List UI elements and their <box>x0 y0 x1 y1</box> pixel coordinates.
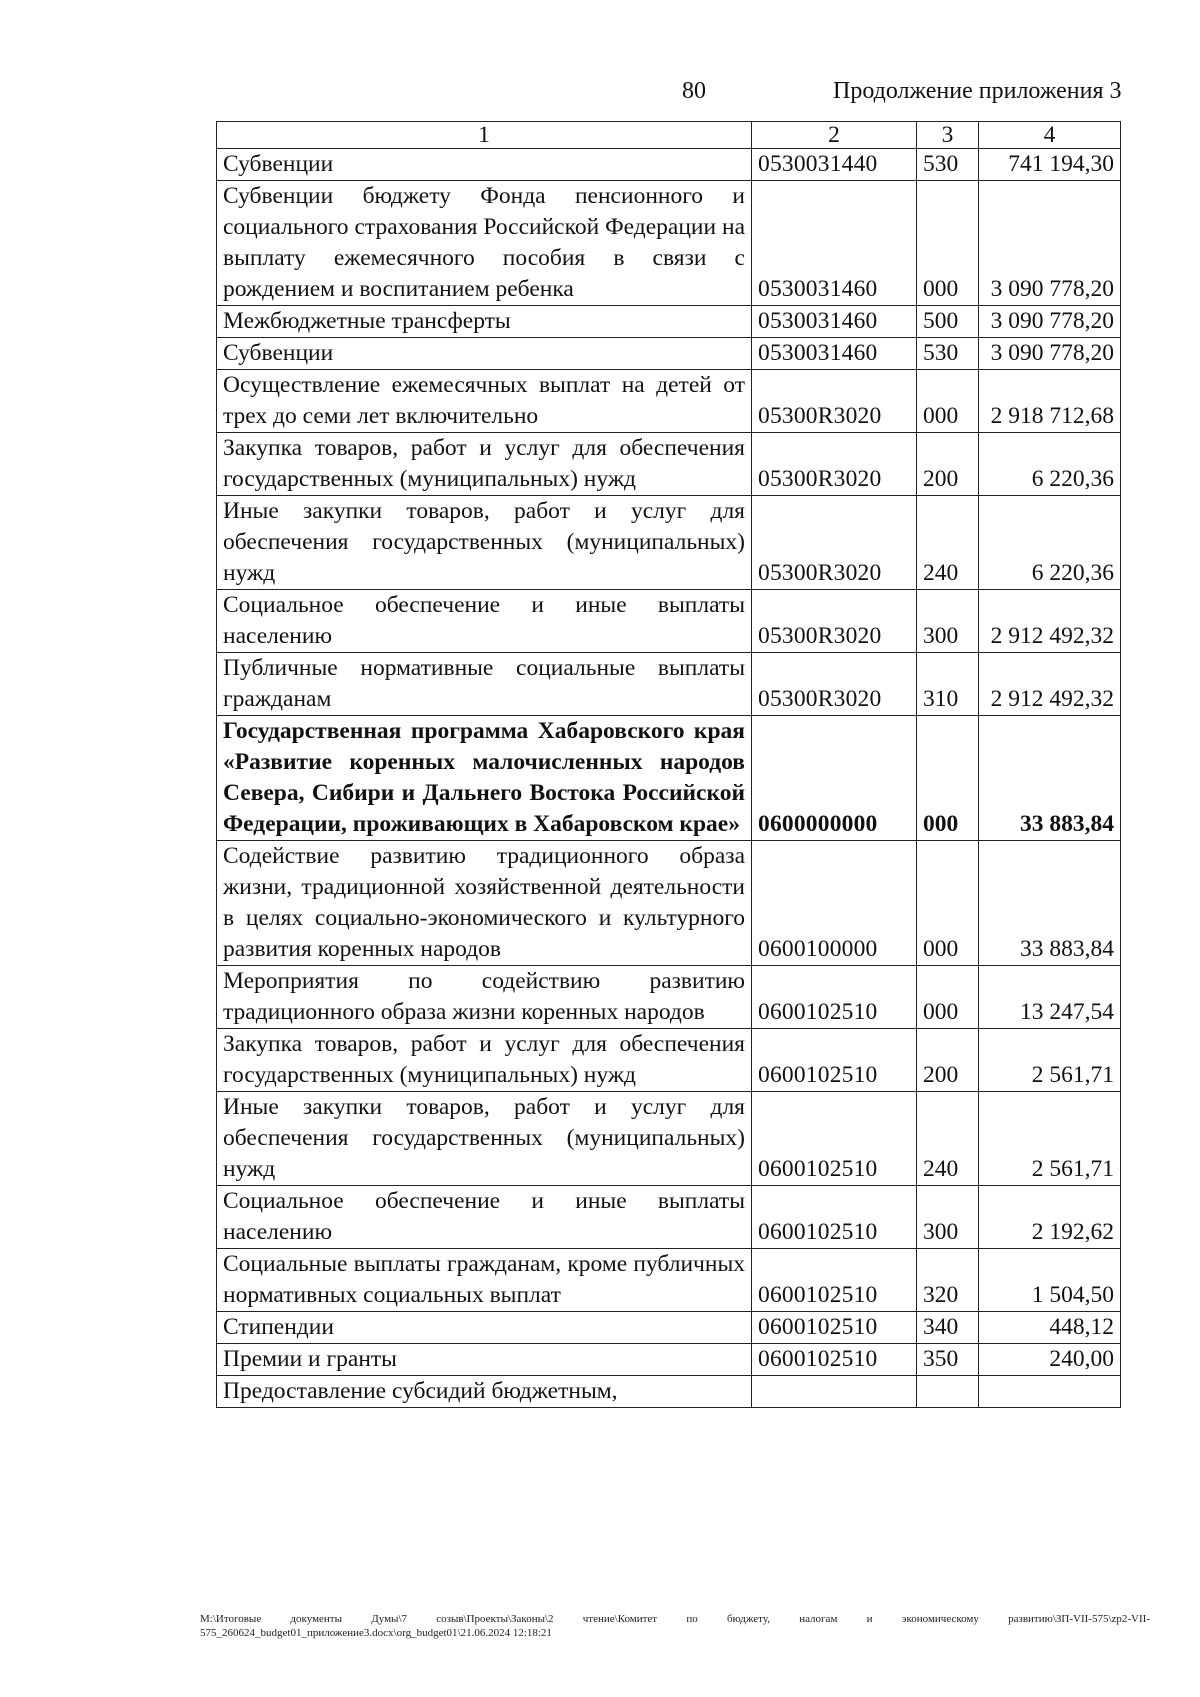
row-name-cell: Социальные выплаты гражданам, кроме публичных нормативных социальных выплат <box>217 1249 752 1312</box>
row-type-cell: 310 <box>917 653 979 716</box>
table-row <box>217 496 1121 590</box>
page-number: 80 <box>682 78 706 104</box>
table-row <box>217 181 1121 306</box>
row-code-cell: 05300R3020 <box>752 653 917 716</box>
row-code-cell: 05300R3020 <box>752 496 917 590</box>
row-type-cell: 200 <box>917 1029 979 1092</box>
row-type-cell: 350 <box>917 1344 979 1376</box>
row-code-cell: 05300R3020 <box>752 590 917 653</box>
continuation-label: Продолжение приложения 3 <box>833 78 1122 104</box>
row-type-cell: 300 <box>917 590 979 653</box>
row-amount-cell: 2 561,71 <box>979 1029 1121 1092</box>
row-type-cell: 200 <box>917 433 979 496</box>
row-type-cell <box>917 1376 979 1408</box>
table-row <box>217 370 1121 433</box>
row-amount-cell: 448,12 <box>979 1312 1121 1344</box>
row-name-cell: Субвенции <box>217 149 752 181</box>
table-row <box>217 1376 1121 1408</box>
table-header-row <box>217 122 1121 149</box>
table-row <box>217 306 1121 338</box>
row-name-cell: Предоставление субсидий бюджетным, <box>217 1376 752 1408</box>
row-code-cell: 0530031460 <box>752 181 917 306</box>
row-type-cell: 320 <box>917 1249 979 1312</box>
row-name-cell: Мероприятия по содействию развитию традиционного образа жизни коренных народов <box>217 966 752 1029</box>
row-name-cell: Содействие развитию традиционного образа жизни, традиционной хозяйственной деятельности в целях социально-экономического и культурного развития коренных народов <box>217 841 752 966</box>
row-type-cell: 530 <box>917 149 979 181</box>
row-code-cell: 0530031440 <box>752 149 917 181</box>
row-type-cell: 500 <box>917 306 979 338</box>
row-name-cell: Закупка товаров, работ и услуг для обеспечения государственных (муниципальных) нужд <box>217 433 752 496</box>
row-amount-cell: 3 090 778,20 <box>979 306 1121 338</box>
row-code-cell <box>752 1376 917 1408</box>
row-name-cell: Субвенции бюджету Фонда пенсионного и социального страхования Российской Федерации на выплату ежемесячного пособия в связи с рождением и воспитанием ребенка <box>217 181 752 306</box>
row-name-cell: Публичные нормативные социальные выплаты гражданам <box>217 653 752 716</box>
table-row <box>217 653 1121 716</box>
row-code-cell: 0600102510 <box>752 1092 917 1186</box>
table-row <box>217 841 1121 966</box>
row-code-cell: 0600000000 <box>752 716 917 841</box>
row-name-cell: Социальное обеспечение и иные выплаты населению <box>217 1186 752 1249</box>
row-amount-cell: 2 912 492,32 <box>979 653 1121 716</box>
row-name-cell: Субвенции <box>217 338 752 370</box>
column-header-3: 3 <box>917 122 979 149</box>
column-header-1: 1 <box>217 122 752 149</box>
row-name-cell: Межбюджетные трансферты <box>217 306 752 338</box>
row-type-cell: 000 <box>917 370 979 433</box>
row-name-cell: Закупка товаров, работ и услуг для обеспечения государственных (муниципальных) нужд <box>217 1029 752 1092</box>
row-name-cell: Социальное обеспечение и иные выплаты населению <box>217 590 752 653</box>
row-type-cell: 000 <box>917 181 979 306</box>
row-amount-cell: 33 883,84 <box>979 841 1121 966</box>
row-name-cell: Иные закупки товаров, работ и услуг для обеспечения государственных (муниципальных) нужд <box>217 496 752 590</box>
row-amount-cell: 741 194,30 <box>979 149 1121 181</box>
table-row <box>217 716 1121 841</box>
row-amount-cell: 2 918 712,68 <box>979 370 1121 433</box>
row-amount-cell <box>979 1376 1121 1408</box>
row-code-cell: 0600102510 <box>752 966 917 1029</box>
table-row <box>217 1186 1121 1249</box>
row-amount-cell: 3 090 778,20 <box>979 181 1121 306</box>
table-row <box>217 338 1121 370</box>
row-type-cell: 340 <box>917 1312 979 1344</box>
table-row <box>217 590 1121 653</box>
column-header-2: 2 <box>752 122 917 149</box>
row-code-cell: 0600100000 <box>752 841 917 966</box>
table-row <box>217 1344 1121 1376</box>
row-code-cell: 0600102510 <box>752 1029 917 1092</box>
row-amount-cell: 2 912 492,32 <box>979 590 1121 653</box>
row-name-cell: Осуществление ежемесячных выплат на детей от трех до семи лет включительно <box>217 370 752 433</box>
row-amount-cell: 6 220,36 <box>979 496 1121 590</box>
row-amount-cell: 13 247,54 <box>979 966 1121 1029</box>
row-amount-cell: 240,00 <box>979 1344 1121 1376</box>
table-row <box>217 149 1121 181</box>
row-code-cell: 0530031460 <box>752 338 917 370</box>
table-row <box>217 1249 1121 1312</box>
row-code-cell: 0530031460 <box>752 306 917 338</box>
row-type-cell: 000 <box>917 716 979 841</box>
row-code-cell: 05300R3020 <box>752 433 917 496</box>
row-name-cell: Иные закупки товаров, работ и услуг для обеспечения государственных (муниципальных) нужд <box>217 1092 752 1186</box>
row-code-cell: 0600102510 <box>752 1312 917 1344</box>
budget-table <box>216 121 1121 1408</box>
row-code-cell: 0600102510 <box>752 1249 917 1312</box>
row-amount-cell: 33 883,84 <box>979 716 1121 841</box>
row-type-cell: 000 <box>917 841 979 966</box>
table-row <box>217 1029 1121 1092</box>
row-code-cell: 0600102510 <box>752 1186 917 1249</box>
table-row <box>217 1312 1121 1344</box>
row-amount-cell: 3 090 778,20 <box>979 338 1121 370</box>
row-amount-cell: 1 504,50 <box>979 1249 1121 1312</box>
table-row <box>217 1092 1121 1186</box>
row-name-cell: Стипендии <box>217 1312 752 1344</box>
row-name-cell: Премии и гранты <box>217 1344 752 1376</box>
row-amount-cell: 6 220,36 <box>979 433 1121 496</box>
column-header-4: 4 <box>979 122 1121 149</box>
row-amount-cell: 2 561,71 <box>979 1092 1121 1186</box>
row-code-cell: 0600102510 <box>752 1344 917 1376</box>
table-row <box>217 433 1121 496</box>
row-type-cell: 300 <box>917 1186 979 1249</box>
row-type-cell: 000 <box>917 966 979 1029</box>
row-name-cell: Государственная программа Хабаровского края «Развитие коренных малочисленных народов Севера, Сибири и Дальнего Востока Российской Федерации, проживающих в Хабаровском крае» <box>217 716 752 841</box>
table-row <box>217 966 1121 1029</box>
row-amount-cell: 2 192,62 <box>979 1186 1121 1249</box>
row-type-cell: 530 <box>917 338 979 370</box>
row-code-cell: 05300R3020 <box>752 370 917 433</box>
row-type-cell: 240 <box>917 496 979 590</box>
document-path-footer: M:\Итоговые документы Думы\7 созыв\Проекты\Законы\2 чтение\Комитет по бюджету, налогам и экономическому развитию\ЗП-VII-575\zp2-VII-575_260624_budget01_приложение3.docx\org_budget01\21.06.2024 12:18:21 <box>200 1613 1150 1639</box>
row-type-cell: 240 <box>917 1092 979 1186</box>
